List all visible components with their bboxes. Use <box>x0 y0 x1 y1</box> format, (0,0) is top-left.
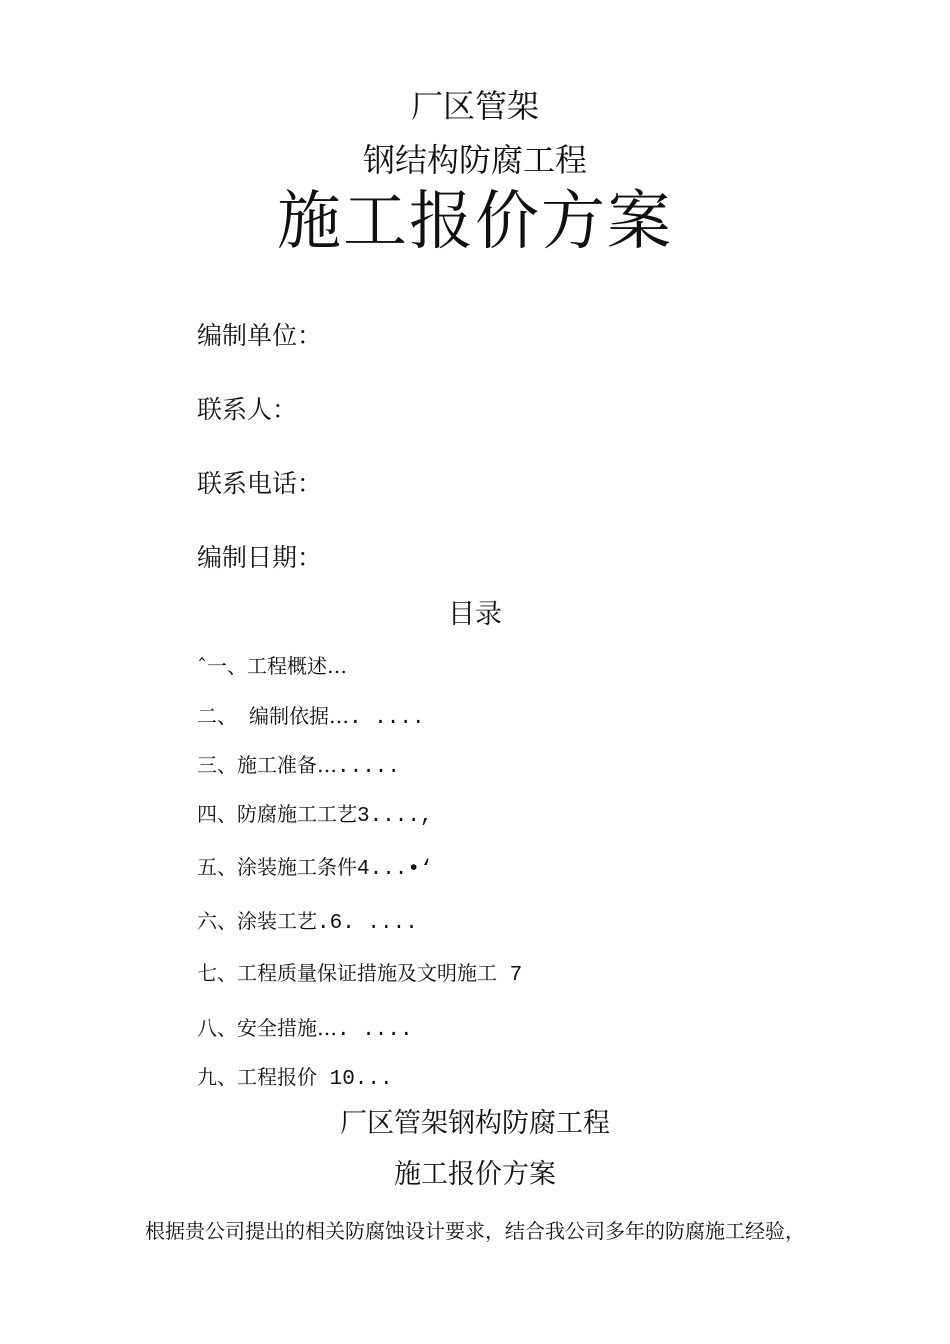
toc-item[interactable] <box>197 652 347 683</box>
toc-item-page: ..... <box>337 756 401 779</box>
toc-item[interactable] <box>197 702 425 733</box>
toc-item-text: 八、安全措施… <box>197 1016 337 1040</box>
toc-item-page: 10... <box>317 1068 393 1091</box>
toc-item-text: 五、涂装施工条件 <box>197 855 357 879</box>
toc-item-text: 编制依据… <box>249 704 349 728</box>
info-field-contact: 联系人： <box>197 395 298 424</box>
section-heading-line2: 施工报价方案 <box>394 1159 556 1190</box>
toc-item-page: 3...., <box>357 805 433 828</box>
toc-item-text: 三、施工准备… <box>197 753 337 777</box>
toc-item-text: 二、 <box>197 704 237 728</box>
toc-item[interactable] <box>197 1063 393 1094</box>
cover-main-title: 施工报价方案 <box>277 185 673 259</box>
toc-item-text: 七、工程质量保证措施及文明施工 <box>197 961 497 985</box>
toc-item-page: 7 <box>497 964 523 987</box>
toc-item-text: ˆ一、工程概述… <box>197 654 347 678</box>
cover-title-line2: 钢结构防腐工程 <box>362 141 587 179</box>
toc-item-page: 4...•‘ <box>357 858 433 881</box>
intro-paragraph: 根据贵公司提出的相关防腐蚀设计要求，结合我公司多年的防腐施工经验， <box>145 1219 805 1243</box>
toc-item[interactable] <box>197 907 418 938</box>
toc-item[interactable] <box>197 800 433 831</box>
info-field-phone: 联系电话： <box>197 469 323 498</box>
toc-item[interactable] <box>197 853 433 884</box>
toc-item[interactable] <box>197 1014 413 1045</box>
toc-title: 目录 <box>448 599 502 630</box>
toc-item-page: . .... <box>349 707 425 730</box>
toc-item-text: 四、防腐施工工艺 <box>197 802 357 826</box>
info-field-compiler: 编制单位： <box>197 321 323 350</box>
toc-item-text: 六、涂装工艺 <box>197 909 317 933</box>
toc-item[interactable] <box>197 751 400 782</box>
toc-item[interactable] <box>197 959 522 990</box>
toc-item-page: . .... <box>337 1019 413 1042</box>
cover-title-line1: 厂区管架 <box>410 87 539 125</box>
toc-item-text: 九、工程报价 <box>197 1065 317 1089</box>
section-heading-line1: 厂区管架钢构防腐工程 <box>340 1108 610 1139</box>
toc-item-page: .6. .... <box>317 912 418 935</box>
info-field-date: 编制日期： <box>197 543 323 572</box>
